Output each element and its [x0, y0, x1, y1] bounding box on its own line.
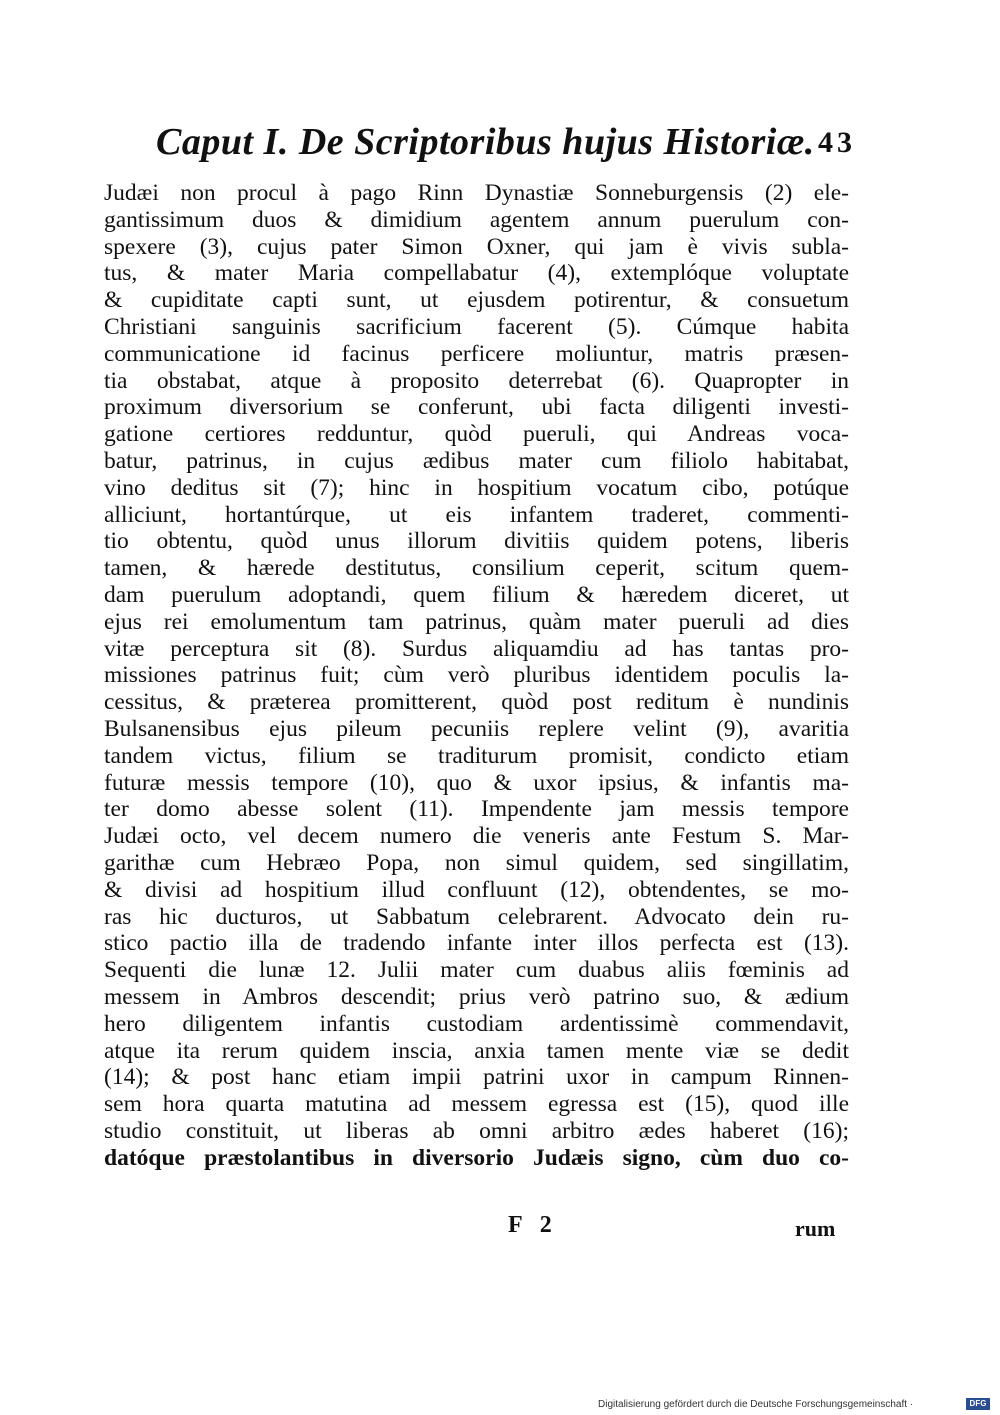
text-line: ter domo abesse solent (11). Impendente jam messis tempore	[104, 796, 849, 823]
text-line: missiones patrinus fuit; cùm verò pluribus identidem poculis la-	[104, 662, 849, 689]
text-line: Judæi octo, vel decem numero die veneris ante Festum S. Mar-	[104, 823, 849, 850]
text-line: ras hic ducturos, ut Sabbatum celebrarent. Advocato dein ru-	[104, 903, 849, 930]
text-line: Bulsanensibus ejus pileum pecuniis replere velint (9), avaritia	[104, 715, 849, 742]
text-line: ejus rei emolumentum tam patrinus, quàm mater pueruli ad dies	[104, 608, 849, 635]
text-line: gantissimum duos & dimidium agentem annum puerulum con-	[104, 206, 849, 233]
text-line: vino deditus sit (7); hinc in hospitium vocatum cibo, potúque	[104, 474, 849, 501]
text-line: Judæi non procul à pago Rinn Dynastiæ Sonneburgensis (2) ele-	[104, 180, 849, 206]
text-line: communicatione id facinus perficere moliuntur, matris præsen-	[104, 340, 849, 367]
text-line: hero diligentem infantis custodiam ardentissimè commendavit,	[104, 1010, 849, 1037]
text-line: tus, & mater Maria compellabatur (4), extemplóque voluptate	[104, 260, 849, 287]
text-line: stico pactio illa de tradendo infante inter illos perfecta est (13).	[104, 930, 849, 957]
text-line: futuræ messis tempore (10), quo & uxor ipsius, & infantis ma-	[104, 769, 849, 796]
text-line: messem in Ambros descendit; prius verò patrino suo, & ædium	[104, 983, 849, 1010]
text-line: studio constituit, ut liberas ab omni arbitro ædes haberet (16);	[104, 1117, 849, 1144]
text-line: Christiani sanguinis sacrificium facerent (5). Cúmque habita	[104, 313, 849, 340]
text-line: batur, patrinus, in cujus ædibus mater cum filiolo habitabat,	[104, 447, 849, 474]
text-line: (14); & post hanc etiam impii patrini uxor in campum Rinnen-	[104, 1064, 849, 1091]
funding-note: Digitalisierung gefördert durch die Deutsche Forschungsgemeinschaft ·	[598, 1399, 914, 1410]
signature-mark: F 2	[508, 1212, 558, 1238]
text-line: proximum diversorium se conferunt, ubi facta diligenti investi-	[104, 394, 849, 421]
text-line: tamen, & hærede destitutus, consilium ceperit, scitum quem-	[104, 555, 849, 582]
text-line: sem hora quarta matutina ad messem egressa est (15), quod ille	[104, 1091, 849, 1118]
text-line: dam puerulum adoptandi, quem filium & hæredem diceret, ut	[104, 581, 849, 608]
text-line: vitæ perceptura sit (8). Surdus aliquamdiu ad has tantas pro-	[104, 635, 849, 662]
running-title: Caput I. De Scriptoribus hujus Historiæ.	[156, 121, 815, 163]
text-line: tia obstabat, atque à proposito deterrebat (6). Quapropter in	[104, 367, 849, 394]
text-line: gatione certiores redduntur, quòd pueruli, qui Andreas voca-	[104, 421, 849, 448]
page-header	[156, 120, 856, 170]
text-line: garithæ cum Hebræo Popa, non simul quidem, sed singillatim,	[104, 849, 849, 876]
text-line: Sequenti die lunæ 12. Julii mater cum duabus aliis fœminis ad	[104, 957, 849, 984]
text-line: spexere (3), cujus pater Simon Oxner, qui jam è vivis subla-	[104, 233, 849, 260]
text-line: atque ita rerum quidem inscia, anxia tamen mente viæ se dedit	[104, 1037, 849, 1064]
text-line: & divisi ad hospitium illud confluunt (12), obtendentes, se mo-	[104, 876, 849, 903]
text-line: tio obtentu, quòd unus illorum divitiis quidem potens, liberis	[104, 528, 849, 555]
text-line: tandem victus, filium se traditurum promisit, condicto etiam	[104, 742, 849, 769]
text-line: & cupiditate capti sunt, ut ejusdem potirentur, & consuetum	[104, 287, 849, 314]
text-line: alliciunt, hortantúrque, ut eis infantem traderet, commenti-	[104, 501, 849, 528]
body-text	[104, 180, 849, 1171]
catchword: rum	[795, 1216, 836, 1241]
text-line: datóque præstolantibus in diversorio Judæis signo, cùm duo co-	[104, 1144, 849, 1171]
page-number: 43	[818, 126, 856, 159]
text-line: cessitus, & præterea promitterent, quòd post reditum è nundinis	[104, 689, 849, 716]
dfg-logo: DFG	[966, 1398, 990, 1410]
